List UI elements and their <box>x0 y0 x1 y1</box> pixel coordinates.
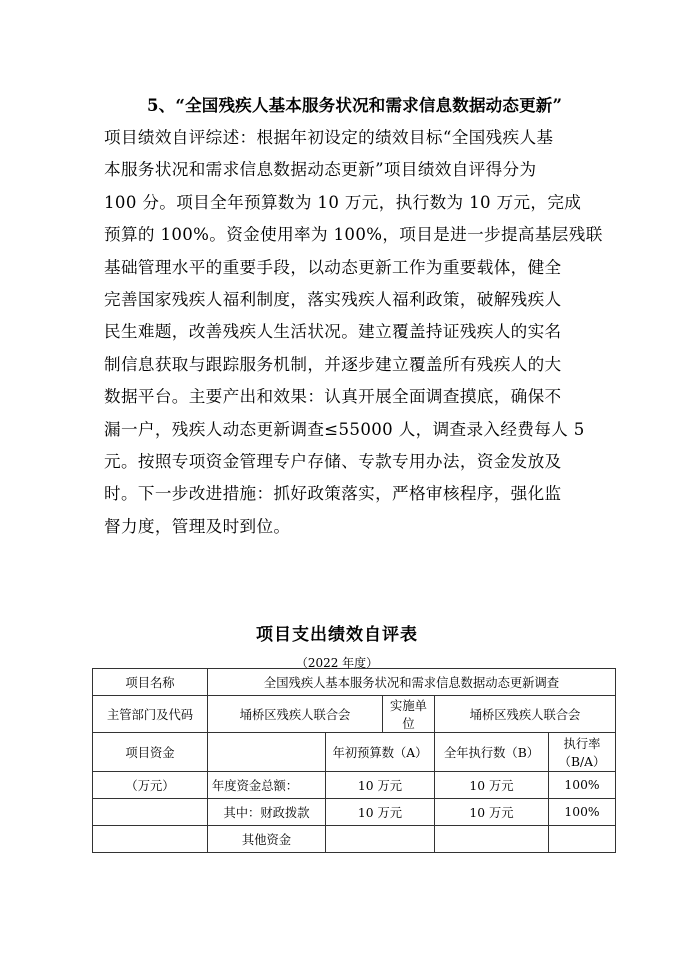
paragraph-line: 数据平台。主要产出和效果：认真开展全面调查摸底，确保不 <box>104 387 562 407</box>
row-rate: 100% <box>549 772 616 799</box>
project-name-label: 项目名称 <box>93 669 208 696</box>
table-row <box>93 799 616 826</box>
paragraph-line: 时。下一步改进措施：抓好政策落实，严格审核程序，强化监 <box>104 484 562 504</box>
row-budget <box>326 826 435 853</box>
paragraph-line: 100 分。项目全年预算数为 10 万元，执行数为 10 万元，完成 <box>104 192 582 212</box>
row-label: 其中：财政拨款 <box>208 799 326 826</box>
paragraph-line: 项目绩效自评综述：根据年初设定的绩效目标“全国残疾人基 <box>104 128 554 147</box>
paragraph-line: 制信息获取与跟踪服务机制，并逐步建立覆盖所有残疾人的大 <box>104 354 562 374</box>
dept-value: 埇桥区残疾人联合会 <box>208 696 383 733</box>
paragraph-line: 元。按照专项资金管理专户存储、专款专用办法，资金发放及 <box>104 451 562 471</box>
paragraph-line: 漏一户，残疾人动态更新调查≤55000 人，调查录入经费每人 5 <box>104 419 585 439</box>
table-row <box>93 772 616 799</box>
table-row <box>93 696 616 733</box>
summary-paragraph <box>104 122 603 543</box>
empty-cell <box>93 799 208 826</box>
impl-value: 埇桥区残疾人联合会 <box>435 696 616 733</box>
funds-unit: （万元） <box>93 772 208 799</box>
table-title: 项目支出绩效自评表 <box>256 625 418 645</box>
paragraph-line: 督力度，管理及时到位。 <box>104 516 291 536</box>
table-row <box>93 826 616 853</box>
row-budget: 10 万元 <box>326 772 435 799</box>
section-heading: 5、“全国残疾人基本服务状况和需求信息数据动态更新” <box>147 96 563 115</box>
paragraph-line: 基础管理水平的重要手段，以动态更新工作为重要载体，健全 <box>104 257 562 277</box>
row-exec <box>435 826 549 853</box>
col-exec-header: 全年执行数（B） <box>435 733 549 772</box>
funds-label: 项目资金 <box>93 733 208 772</box>
empty-cell <box>208 733 326 772</box>
paragraph-line: 本服务状况和需求信息数据动态更新”项目绩效自评得分为 <box>104 160 537 180</box>
row-budget: 10 万元 <box>326 799 435 826</box>
col-rate-line2: （B/A） <box>558 755 606 769</box>
table-year: （2022 年度） <box>295 656 379 670</box>
col-rate-line1: 执行率 <box>563 737 601 751</box>
paragraph-line: 完善国家残疾人福利制度，落实残疾人福利政策，破解残疾人 <box>104 289 562 309</box>
dept-label: 主管部门及代码 <box>93 696 208 733</box>
row-rate: 100% <box>549 799 616 826</box>
row-rate <box>549 826 616 853</box>
table-row <box>93 733 616 772</box>
row-exec: 10 万元 <box>435 772 549 799</box>
impl-label: 实施单位 <box>383 696 435 733</box>
table-row <box>93 669 616 696</box>
row-exec: 10 万元 <box>435 799 549 826</box>
paragraph-line: 预算的 100%。资金使用率为 100%，项目是进一步提高基层残联 <box>104 225 603 245</box>
col-rate-header <box>549 733 616 772</box>
paragraph-line: 民生难题，改善残疾人生活状况。建立覆盖持证残疾人的实名 <box>104 322 562 342</box>
row-label: 其他资金 <box>208 826 326 853</box>
empty-cell <box>93 826 208 853</box>
project-name-value: 全国残疾人基本服务状况和需求信息数据动态更新调查 <box>208 669 616 696</box>
performance-table <box>92 668 616 853</box>
col-budget-header: 年初预算数（A） <box>326 733 435 772</box>
row-label: 年度资金总额： <box>208 772 326 799</box>
